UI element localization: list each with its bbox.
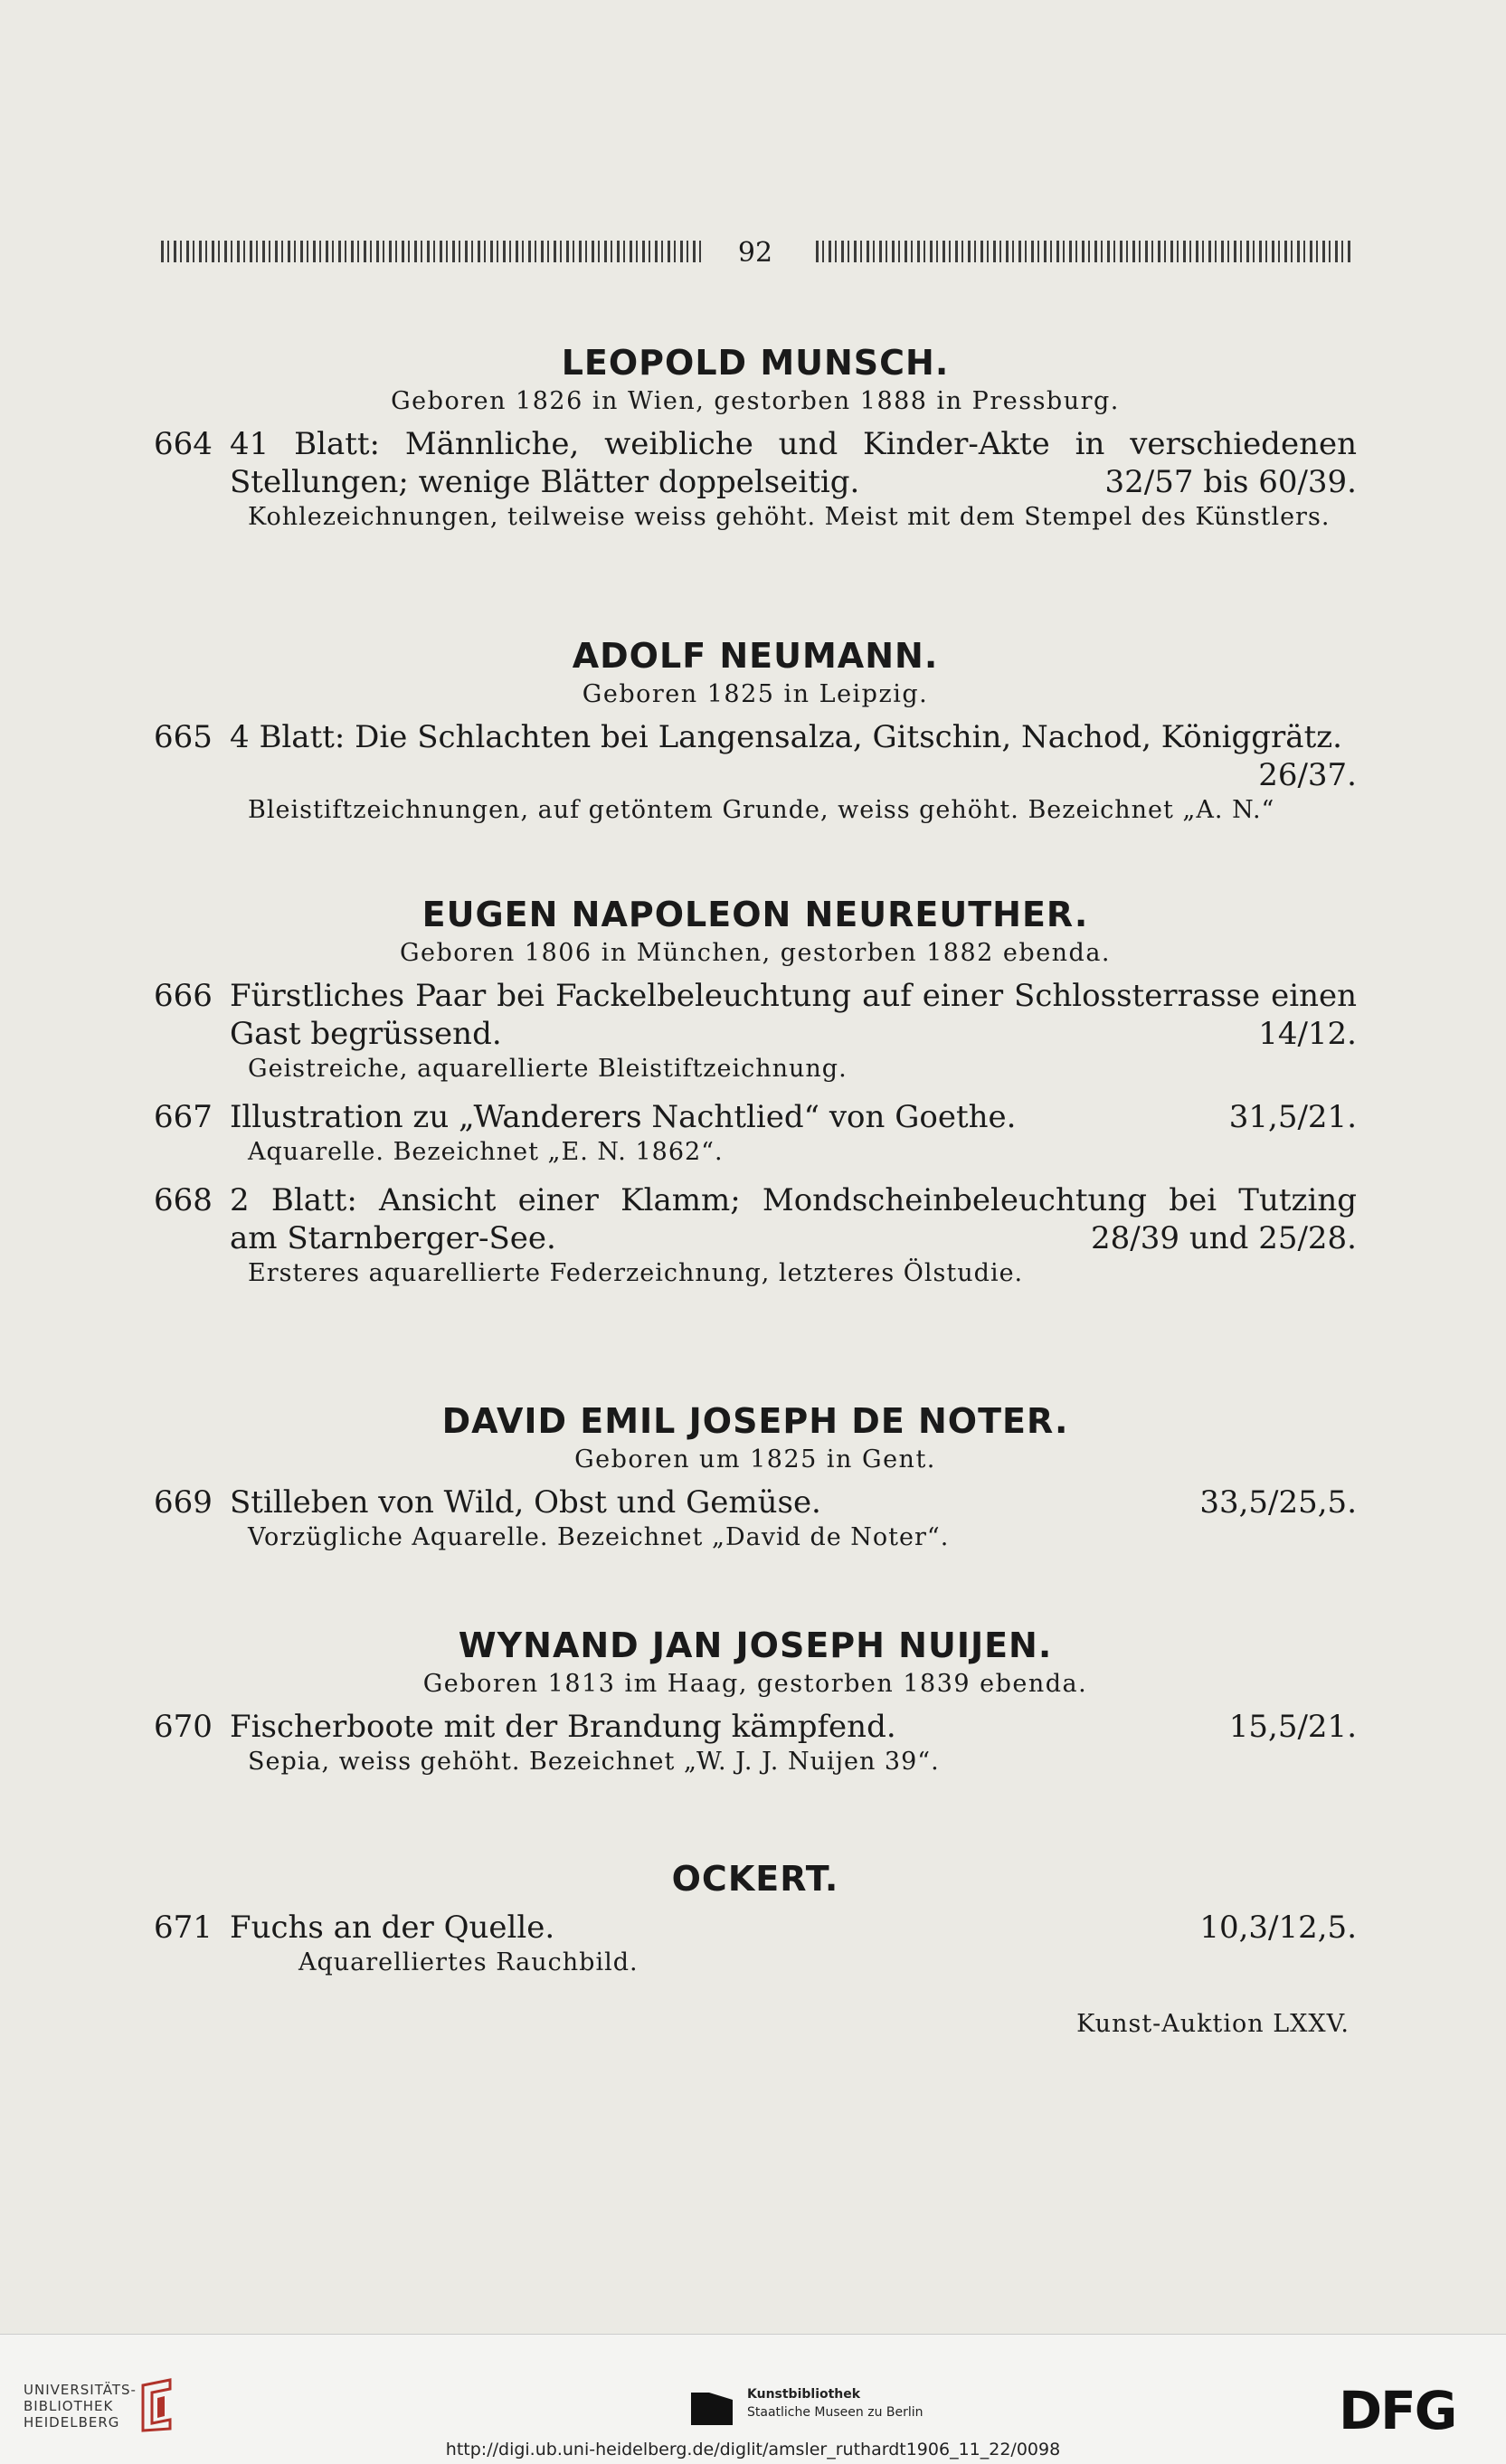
lot-number: 668 bbox=[154, 1182, 213, 1218]
dfg-logo: DFG bbox=[1339, 2380, 1456, 2441]
artist-section-neureuther bbox=[154, 894, 1357, 1290]
lot-entry bbox=[154, 1098, 1357, 1136]
lot-title-line1: 41 Blatt: Männliche, weibliche und Kinder-Akte in verschiedenen bbox=[230, 426, 1357, 462]
lot-entry bbox=[154, 718, 1357, 794]
auction-footer: Kunst-Auktion LXXV. bbox=[1076, 2010, 1350, 2038]
lot-title-line2: Stellungen; wenige Blätter doppelseitig. bbox=[230, 464, 860, 500]
artist-name: EUGEN NAPOLEON NEUREUTHER. bbox=[421, 895, 1089, 934]
university-library-label: UNIVERSITÄTS- BIBLIOTHEK HEIDELBERG bbox=[24, 2382, 137, 2431]
artist-name: WYNAND JAN JOSEPH NUIJEN. bbox=[458, 1625, 1053, 1665]
lot-note: Aquarelle. Bezeichnet „E. N. 1862“. bbox=[248, 1138, 724, 1166]
lot-note: Kohlezeichnungen, teilweise weiss gehöht. Meist mit dem Stempel des Künstlers. bbox=[248, 503, 1331, 531]
lot-note: Bleistiftzeichnungen, auf getöntem Grunde, weiss gehöht. Bezeichnet „A. N.“ bbox=[248, 796, 1275, 824]
lot-note: Ersteres aquarellierte Federzeichnung, letzteres Ölstudie. bbox=[248, 1259, 1024, 1287]
lot-title-line2: am Starnberger-See. bbox=[230, 1220, 556, 1256]
artist-name: LEOPOLD MUNSCH. bbox=[561, 343, 950, 383]
artist-bio: Geboren 1806 in München, gestorben 1882 ebenda. bbox=[399, 939, 1112, 967]
lot-dimensions: 14/12. bbox=[1258, 1016, 1357, 1052]
lot-number: 667 bbox=[154, 1099, 213, 1135]
lot-number: 671 bbox=[154, 1910, 213, 1946]
lot-entry bbox=[154, 1909, 1357, 1947]
page-number: 92 bbox=[737, 237, 773, 269]
lot-title-line1: Fürstliches Paar bei Fackelbeleuchtung auf einer Schlossterrasse einen bbox=[230, 978, 1357, 1014]
lot-entry bbox=[154, 1483, 1357, 1521]
artist-name: OCKERT. bbox=[671, 1859, 839, 1899]
lot-entry bbox=[154, 1708, 1357, 1746]
lot-entry bbox=[154, 1181, 1357, 1257]
header-ornament-left bbox=[161, 241, 702, 262]
lot-dimensions: 28/39 und 25/28. bbox=[1091, 1220, 1357, 1256]
artist-bio: Geboren 1826 in Wien, gestorben 1888 in Pressburg. bbox=[391, 387, 1120, 415]
artist-section-de-noter bbox=[154, 1400, 1357, 1554]
lot-number: 670 bbox=[154, 1709, 213, 1745]
digitization-bar bbox=[0, 2334, 1506, 2464]
lot-number: 666 bbox=[154, 978, 213, 1014]
university-logo-icon bbox=[137, 2378, 177, 2432]
artist-section-ockert bbox=[154, 1858, 1357, 1979]
artist-name: ADOLF NEUMANN. bbox=[572, 636, 939, 676]
artist-bio: Geboren 1813 im Haag, gestorben 1839 ebenda. bbox=[422, 1670, 1088, 1698]
lot-entry bbox=[154, 425, 1357, 501]
lot-title-line1: 2 Blatt: Ansicht einer Klamm; Mondscheinbeleuchtung bei Tutzing bbox=[230, 1182, 1357, 1218]
lot-number: 665 bbox=[154, 719, 213, 755]
lot-title-line1: 4 Blatt: Die Schlachten bei Langensalza, Gitschin, Nachod, Königgrätz. bbox=[230, 719, 1342, 755]
artist-section-nuijen bbox=[154, 1625, 1357, 1778]
lot-note: Vorzügliche Aquarelle. Bezeichnet „David de Noter“. bbox=[248, 1523, 950, 1551]
lot-dimensions: 32/57 bis 60/39. bbox=[1104, 464, 1357, 500]
lot-title: Stilleben von Wild, Obst und Gemüse. bbox=[230, 1484, 821, 1521]
lot-note: Sepia, weiss gehöht. Bezeichnet „W. J. J. Nuijen 39“. bbox=[248, 1748, 940, 1776]
lot-title: Fischerboote mit der Brandung kämpfend. bbox=[230, 1709, 896, 1745]
artist-bio: Geboren 1825 in Leipzig. bbox=[582, 680, 929, 708]
artist-section-neumann bbox=[154, 635, 1357, 827]
lot-title: Illustration zu „Wanderers Nachtlied“ von Goethe. bbox=[230, 1099, 1017, 1135]
lot-dimensions: 26/37. bbox=[1258, 757, 1357, 793]
artist-name: DAVID EMIL JOSEPH DE NOTER. bbox=[441, 1401, 1069, 1441]
lot-dimensions: 33,5/25,5. bbox=[1199, 1484, 1357, 1521]
lot-title-line2: Gast begrüssend. bbox=[230, 1016, 502, 1052]
lot-dimensions: 10,3/12,5. bbox=[1199, 1910, 1357, 1946]
kunstbibliothek-logo-icon bbox=[689, 2389, 734, 2429]
lot-number: 664 bbox=[154, 426, 213, 462]
kunstbibliothek-label: Kunstbibliothek Staatliche Museen zu Berlin bbox=[747, 2387, 923, 2420]
lot-note: Geistreiche, aquarellierte Bleistiftzeichnung. bbox=[248, 1055, 848, 1083]
lot-dimensions: 15,5/21. bbox=[1228, 1709, 1357, 1745]
lot-dimensions: 31,5/21. bbox=[1228, 1099, 1357, 1135]
lot-note: Aquarelliertes Rauchbild. bbox=[298, 1948, 639, 1976]
source-url-link[interactable]: http://digi.ub.uni-heidelberg.de/diglit/amsler_ruthardt1906_11_22/0098 bbox=[445, 2440, 1061, 2459]
lot-title: Fuchs an der Quelle. bbox=[230, 1910, 555, 1946]
lot-number: 669 bbox=[154, 1484, 213, 1521]
lot-entry bbox=[154, 977, 1357, 1053]
artist-bio: Geboren um 1825 in Gent. bbox=[574, 1445, 936, 1474]
artist-section-munsch bbox=[154, 342, 1357, 534]
header-ornament-right bbox=[816, 241, 1353, 262]
